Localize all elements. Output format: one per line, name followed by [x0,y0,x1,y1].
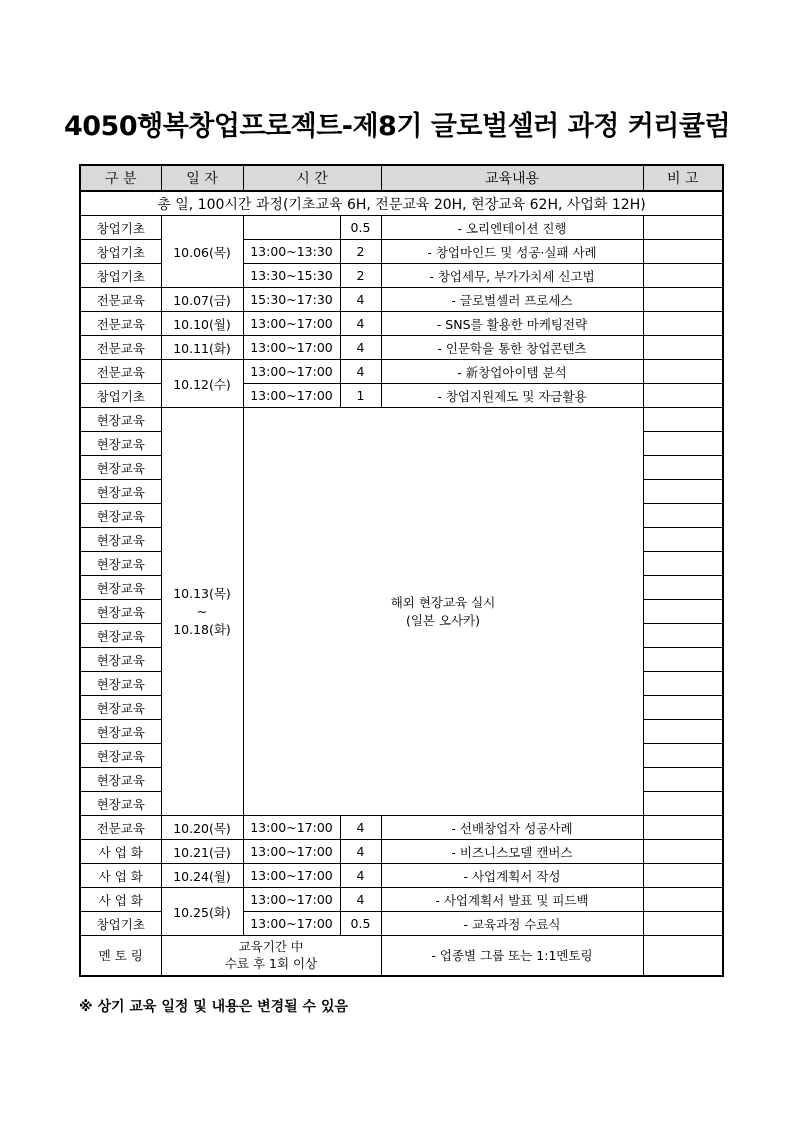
time-cell: 13:00~17:00 [243,816,340,840]
category-cell: 현장교육 [80,456,161,480]
time-cell: 13:00~17:00 [243,336,340,360]
hours-cell: 4 [340,288,381,312]
note-cell [643,528,723,552]
category-cell: 창업기초 [80,912,161,936]
note-cell [643,864,723,888]
note-cell [643,768,723,792]
note-cell [643,840,723,864]
content-cell: - 비즈니스모델 캔버스 [381,840,643,864]
field-date-start: 10.13(목) [173,585,231,601]
note-cell [643,456,723,480]
note-cell [643,336,723,360]
note-cell [643,648,723,672]
table-row [80,312,723,336]
category-cell: 현장교육 [80,528,161,552]
category-cell: 전문교육 [80,312,161,336]
table-header-row [80,165,723,191]
note-cell [643,720,723,744]
content-cell: - 사업계획서 발표 및 피드백 [381,888,643,912]
content-cell: - 인문학을 통한 창업콘텐츠 [381,336,643,360]
table-row [80,840,723,864]
note-cell [643,888,723,912]
category-cell: 사 업 화 [80,888,161,912]
content-cell: - 교육과정 수료식 [381,912,643,936]
note-cell [643,552,723,576]
time-cell: 13:30~15:30 [243,264,340,288]
header-time: 시 간 [243,165,381,191]
category-cell: 전문교육 [80,360,161,384]
content-cell: - 新창업아이템 분석 [381,360,643,384]
category-cell: 창업기초 [80,240,161,264]
category-cell: 창업기초 [80,216,161,240]
header-category: 구 분 [80,165,161,191]
header-date: 일 자 [161,165,243,191]
category-cell: 창업기초 [80,264,161,288]
hours-cell: 0.5 [340,216,381,240]
hours-cell: 4 [340,360,381,384]
date-cell: 10.24(월) [161,864,243,888]
category-cell: 현장교육 [80,432,161,456]
note-cell [643,216,723,240]
note-cell [643,696,723,720]
category-cell: 사 업 화 [80,840,161,864]
date-cell: 10.11(화) [161,336,243,360]
category-cell: 현장교육 [80,504,161,528]
curriculum-table [79,164,724,977]
category-cell: 현장교육 [80,672,161,696]
time-cell: 13:00~17:00 [243,912,340,936]
table-row [80,288,723,312]
category-cell: 현장교육 [80,624,161,648]
date-cell: 10.06(목) [161,216,243,288]
date-cell: 10.07(금) [161,288,243,312]
time-cell: 15:30~17:30 [243,288,340,312]
note-cell [643,912,723,936]
note-cell [643,312,723,336]
hours-cell: 4 [340,864,381,888]
hours-cell: 0.5 [340,912,381,936]
time-cell: 13:00~17:00 [243,888,340,912]
note-cell [643,672,723,696]
content-cell: - 오리엔테이션 진행 [381,216,643,240]
footnote: ※ 상기 교육 일정 및 내용은 변경될 수 있음 [79,999,348,1015]
note-cell [643,288,723,312]
table-row [80,360,723,384]
category-cell: 현장교육 [80,744,161,768]
note-cell [643,624,723,648]
hours-cell: 2 [340,264,381,288]
date-cell: 10.20(목) [161,816,243,840]
content-cell: - 업종별 그룹 또는 1:1멘토링 [381,936,643,976]
category-cell: 현장교육 [80,480,161,504]
note-cell [643,600,723,624]
header-note: 비 고 [643,165,723,191]
field-date-end: 10.18(화) [173,621,231,637]
field-content-line1: 해외 현장교육 실시 [390,594,496,610]
field-date-sep: ~ [196,603,208,619]
category-cell: 전문교육 [80,336,161,360]
content-cell: - SNS를 활용한 마케팅전략 [381,312,643,336]
category-cell: 창업기초 [80,384,161,408]
table-row [80,888,723,912]
table-row [80,408,723,432]
date-cell: 10.25(화) [161,888,243,936]
hours-cell: 4 [340,840,381,864]
time-cell: 13:00~17:00 [243,360,340,384]
content-cell: - 창업세무, 부가가치세 신고법 [381,264,643,288]
hours-cell: 2 [340,240,381,264]
field-content-line2: (일본 오사카) [405,612,481,628]
time-cell: 13:00~17:00 [243,384,340,408]
table-row [80,336,723,360]
category-cell: 현장교육 [80,408,161,432]
note-cell [643,408,723,432]
mentoring-period-line1: 교육기간 中 [238,939,304,955]
content-cell: - 사업계획서 작성 [381,864,643,888]
hours-cell: 4 [340,312,381,336]
category-cell: 현장교육 [80,696,161,720]
note-cell [643,480,723,504]
note-cell [643,816,723,840]
content-cell: - 선배창업자 성공사례 [381,816,643,840]
note-cell [643,360,723,384]
category-cell: 전문교육 [80,288,161,312]
category-cell: 현장교육 [80,600,161,624]
category-cell: 현장교육 [80,720,161,744]
field-content-cell [243,408,643,816]
hours-cell: 4 [340,816,381,840]
category-cell: 사 업 화 [80,864,161,888]
hours-cell: 4 [340,888,381,912]
hours-cell: 4 [340,336,381,360]
mentoring-row [80,936,723,976]
content-cell: - 창업마인드 및 성공·실패 사례 [381,240,643,264]
category-cell: 현장교육 [80,576,161,600]
content-cell: - 글로벌셀러 프로세스 [381,288,643,312]
time-cell: 13:00~17:00 [243,840,340,864]
category-cell: 멘 토 링 [80,936,161,976]
time-cell [243,216,340,240]
table-row [80,816,723,840]
note-cell [643,432,723,456]
summary-row [80,191,723,216]
category-cell: 현장교육 [80,768,161,792]
date-cell: 10.21(금) [161,840,243,864]
header-content: 교육내용 [381,165,643,191]
field-date-cell [161,408,243,816]
note-cell [643,264,723,288]
note-cell [643,240,723,264]
hours-cell: 1 [340,384,381,408]
table-row [80,216,723,240]
page-title: 4050행복창업프로젝트-제8기 글로벌셀러 과정 커리큘럼 [63,111,731,142]
time-cell: 13:00~17:00 [243,312,340,336]
category-cell: 전문교육 [80,816,161,840]
note-cell [643,936,723,976]
time-cell: 13:00~17:00 [243,864,340,888]
note-cell [643,384,723,408]
category-cell: 현장교육 [80,552,161,576]
content-cell: - 창업지원제도 및 자금활용 [381,384,643,408]
table-row [80,864,723,888]
date-cell: 10.12(수) [161,360,243,408]
category-cell: 현장교육 [80,648,161,672]
mentoring-period-line2: 수료 후 1회 이상 [224,956,318,972]
note-cell [643,576,723,600]
note-cell [643,504,723,528]
note-cell [643,744,723,768]
mentoring-period-cell [161,936,381,976]
time-cell: 13:00~13:30 [243,240,340,264]
course-summary: 총 일, 100시간 과정(기초교육 6H, 전문교육 20H, 현장교육 62H, 사업화 12H) [80,191,723,216]
date-cell: 10.10(월) [161,312,243,336]
note-cell [643,792,723,816]
category-cell: 현장교육 [80,792,161,816]
